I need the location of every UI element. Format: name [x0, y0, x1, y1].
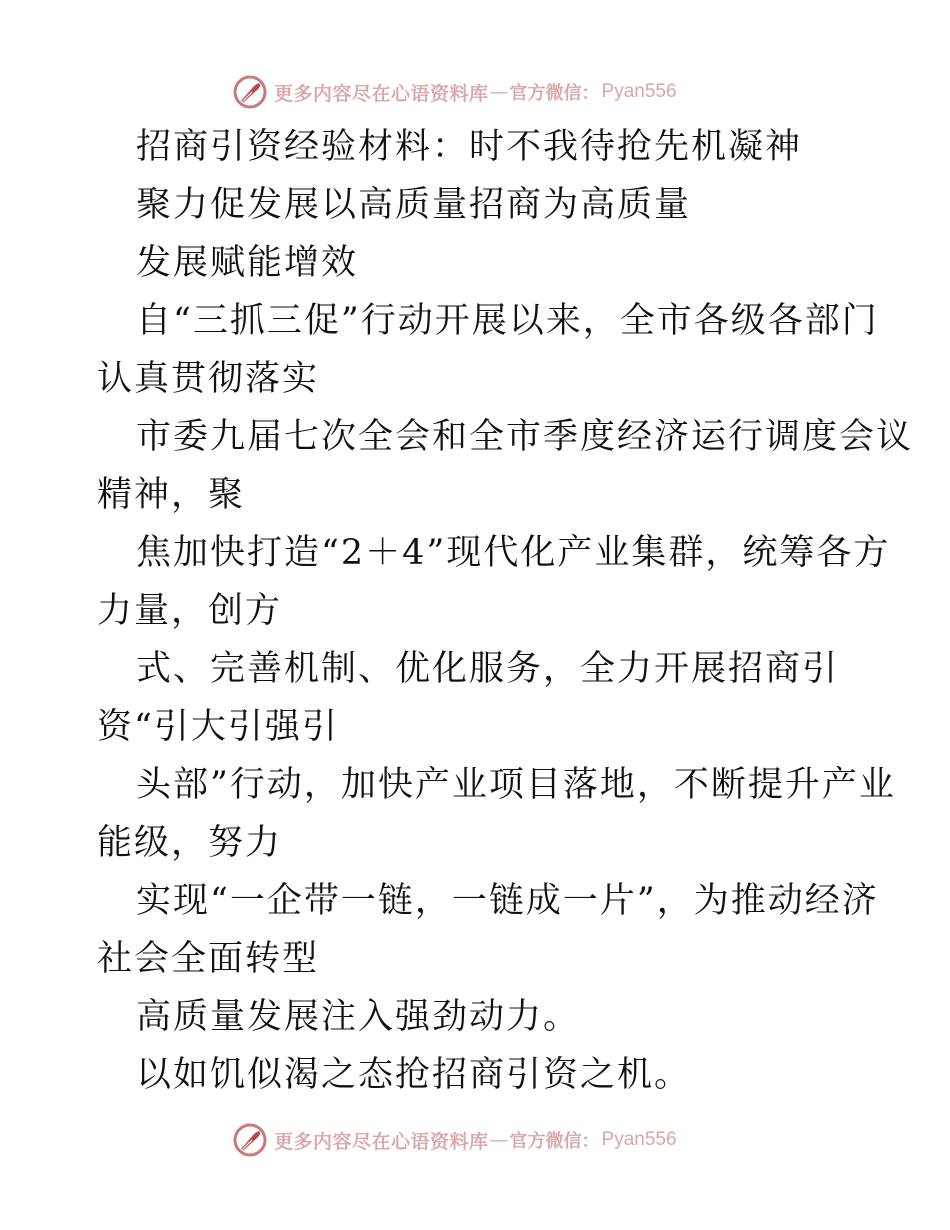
watermark-banner-top: [232, 72, 677, 112]
watermark-wechat-id: Pyan556: [601, 1129, 677, 1150]
feather-pen-circle-icon: [232, 74, 268, 110]
text-line: 市委九届七次全会和全市季度经济运行调度会议: [136, 417, 914, 457]
text-line: 精神，聚: [97, 475, 246, 515]
watermark-main-text: 更多内容尽在心语资料库: [274, 82, 489, 105]
text-line: 招商引资经验材料：时不我待抢先机凝神: [136, 127, 803, 167]
watermark-dash: —: [489, 1129, 509, 1151]
text-line: 实现“一企带一链，一链成一片”，为推动经济: [136, 881, 879, 921]
watermark-main-text: 更多内容尽在心语资料库: [274, 1130, 489, 1153]
text-line: 发展赋能增效: [136, 243, 359, 283]
text-line: 社会全面转型: [97, 939, 320, 979]
text-line: 认真贯彻落实: [97, 359, 320, 399]
watermark-official-label: 官方微信：: [509, 1131, 600, 1152]
text-line: 焦加快打造“2＋4”现代化产业集群，统筹各方: [136, 533, 891, 573]
text-line: 自“三抓三促”行动开展以来，全市各级各部门: [136, 301, 879, 341]
watermark-wechat-id: Pyan556: [601, 81, 677, 102]
text-line: 聚力促发展以高质量招商为高质量: [136, 185, 692, 225]
watermark-banner-bottom: [232, 1120, 677, 1160]
feather-pen-circle-icon: [232, 1122, 268, 1158]
text-line: 资“引大引强引: [97, 707, 339, 747]
text-line: 高质量发展注入强劲动力。: [136, 997, 581, 1037]
text-line: 式、完善机制、优化服务，全力开展招商引: [136, 649, 840, 689]
text-line: 以如饥似渴之态抢招商引资之机。: [136, 1055, 692, 1095]
watermark-official-label: 官方微信：: [509, 83, 600, 104]
text-line: 能级，努力: [97, 823, 283, 863]
text-line: 力量，创方: [97, 591, 283, 631]
text-line: 头部”行动，加快产业项目落地，不断提升产业: [136, 765, 896, 805]
watermark-dash: —: [489, 81, 509, 103]
